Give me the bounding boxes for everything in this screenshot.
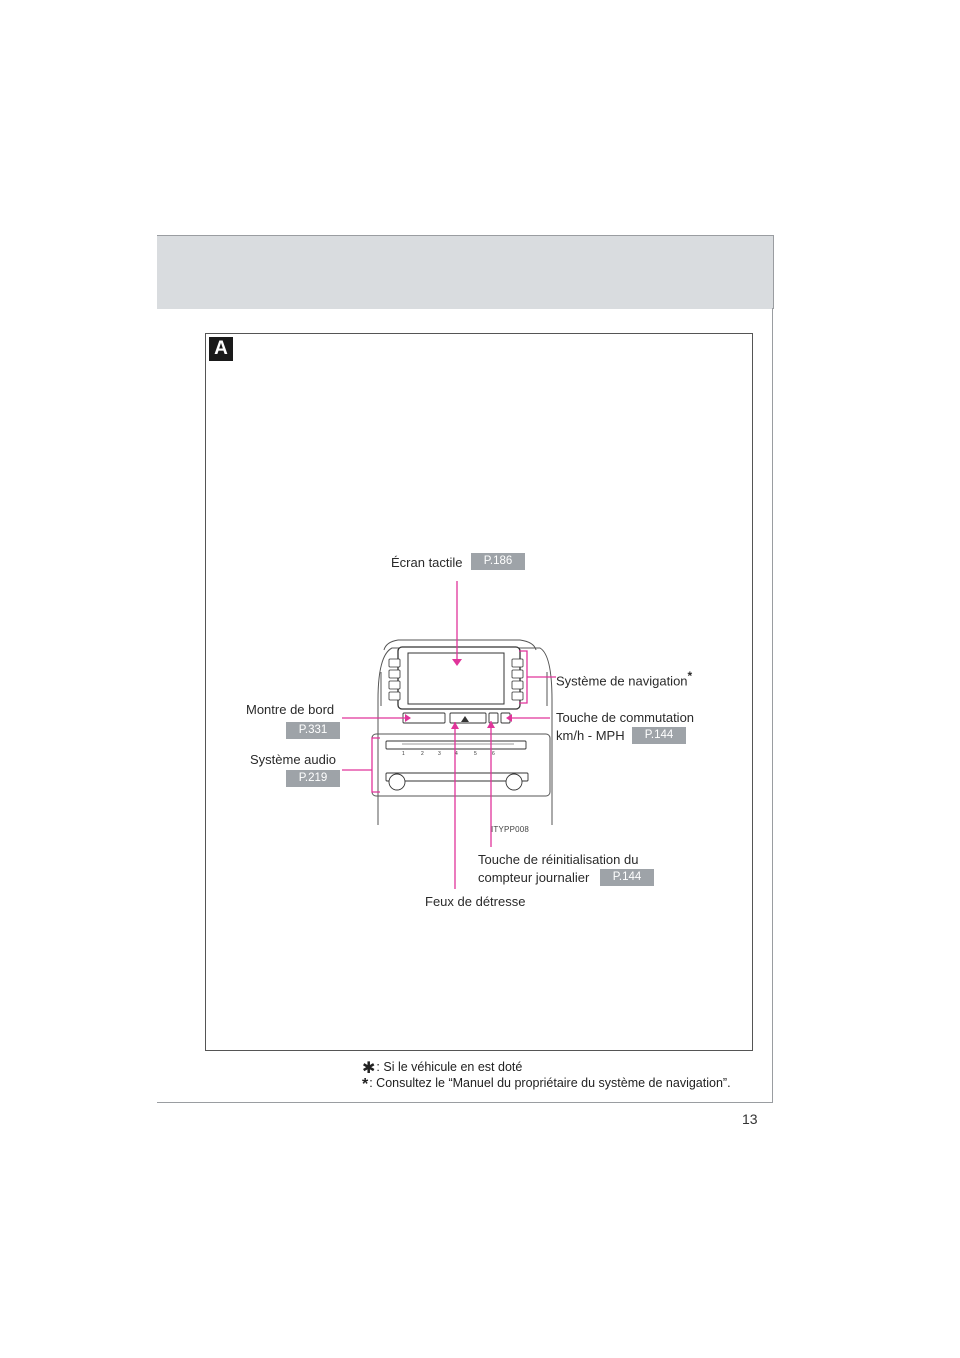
page-number: 13 [742, 1111, 758, 1127]
svg-text:4: 4 [455, 751, 458, 757]
footnote-equipped [362, 1058, 522, 1078]
svg-text:5: 5 [474, 751, 477, 757]
clock-label: Montre de bord [246, 702, 335, 717]
speed-toggle-label-line1: Touche de commutation [556, 710, 695, 725]
footnote-mark-navigation: * [362, 1076, 369, 1093]
touch-screen-ref[interactable]: P.186 [471, 553, 525, 570]
footnote-navigation-manual [362, 1076, 731, 1094]
hazard-label: Feux de détresse [425, 894, 526, 909]
svg-text:1: 1 [402, 751, 405, 757]
navigation-label [556, 668, 692, 689]
svg-text:6: 6 [492, 751, 495, 757]
control-row [403, 713, 510, 723]
navigation-mark: * [687, 669, 693, 683]
callout-lines [342, 581, 556, 889]
speed-toggle-ref[interactable]: P.144 [632, 727, 686, 744]
svg-text:2: 2 [421, 751, 424, 757]
footnote-text-navigation: : Consultez le “Manuel du propriétaire du système de navigation”. [369, 1076, 731, 1090]
touch-screen-label: Écran tactile [391, 555, 463, 570]
footnote-mark-equipped: ✱ [362, 1060, 376, 1077]
speed-toggle-label-line2: km/h - MPH [556, 728, 625, 743]
section-badge: A [209, 337, 233, 361]
clock-ref[interactable]: P.331 [286, 722, 340, 739]
svg-text:3: 3 [438, 751, 441, 757]
audio-label: Système audio [250, 752, 336, 767]
audio-unit [386, 741, 528, 790]
preset-numbers [402, 751, 495, 757]
image-code: ITYPP008 [491, 825, 530, 834]
footnote-text-equipped: : Si le véhicule en est doté [376, 1060, 523, 1074]
navigation-label-text: Système de navigation [556, 673, 688, 689]
trip-reset-label-line2: compteur journalier [478, 870, 590, 885]
trip-reset-label-line1: Touche de réinitialisation du [478, 852, 639, 867]
audio-ref[interactable]: P.219 [286, 770, 340, 787]
trip-reset-ref[interactable]: P.144 [600, 869, 654, 886]
